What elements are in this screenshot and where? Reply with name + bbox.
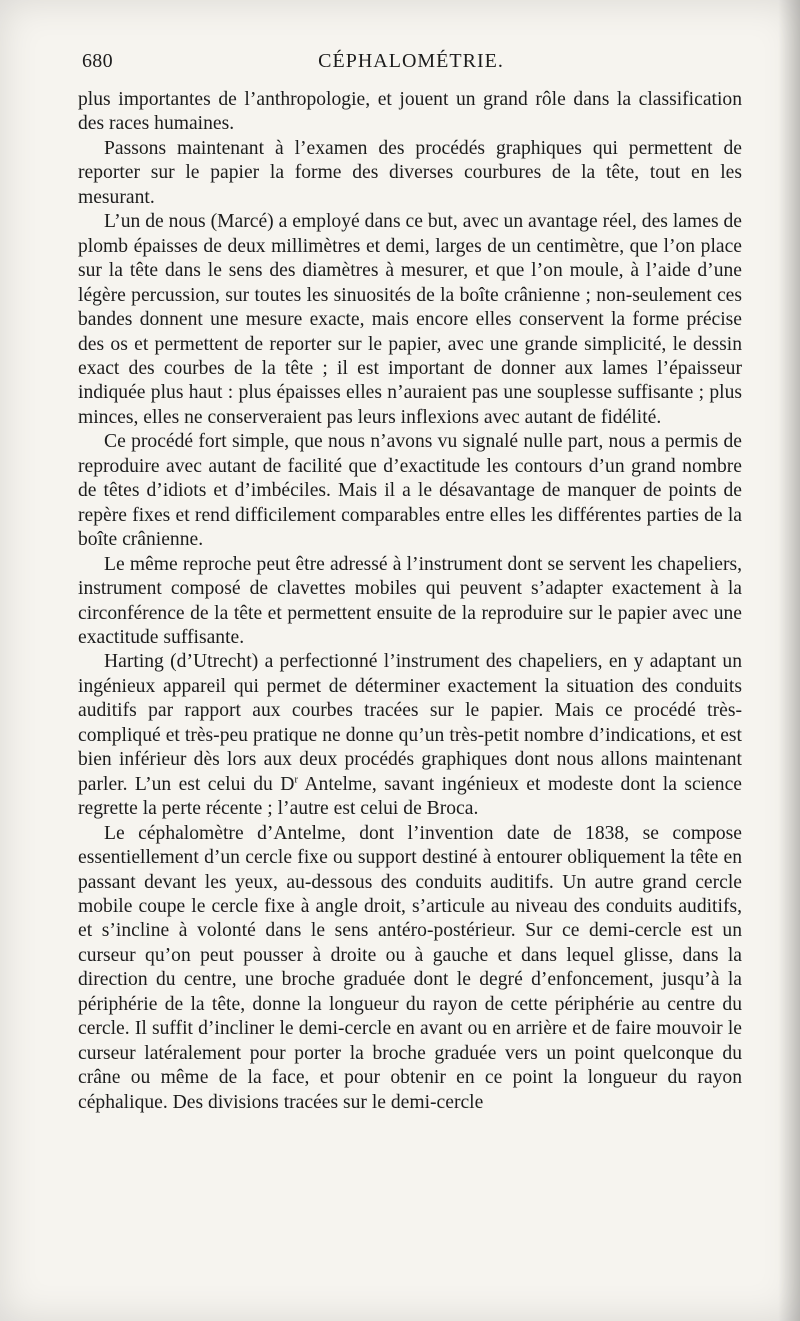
paragraph-2: Passons maintenant à l’examen des procédés graphiques qui permettent de reporter sur le papier la forme des diverses courbures de la tête, tout en les mesurant. (78, 137, 742, 208)
paragraph-4: Ce procédé fort simple, que nous n’avons vu signalé nulle part, nous a permis de reproduire avec autant de facilité que d’exactitude les contours d’un grand nombre de têtes d’idiots et d’imbéciles. Mais il a le désavantage de manquer de points de repère fixes et rend difficilement comparables entre elles les différentes parties de la boîte crânienne. (78, 431, 742, 551)
paragraph-6 (78, 650, 742, 821)
paragraph-6-part-2: Antelme, savant ingénieux et modeste dont la science regrette la perte récente ; l’autre est celui de Broca. (78, 773, 742, 820)
running-head (78, 50, 744, 80)
running-title: CÉPHALOMÉTRIE. (318, 50, 504, 72)
page-number: 680 (82, 50, 113, 72)
page-edge-shadow (778, 0, 800, 1321)
paragraph-5: Le même reproche peut être adressé à l’instrument dont se servent les chapeliers, instrument composé de clavettes mobiles qui peuvent s’adapter exactement à la circonférence de la tête et permettent ensuite de la reproduire sur le papier avec une exactitude suffisante. (78, 553, 742, 648)
paragraph-1: plus importantes de l’anthropologie, et jouent un grand rôle dans la classification des races humaines. (78, 89, 742, 135)
paragraph-6-part-1: Harting (d’Utrecht) a perfectionné l’instrument des chapeliers, en y adaptant un ingénieux appareil qui permet de déterminer exactement la situation des conduits auditifs par rapport aux courbes tracées sur le papier. Mais ce procédé très-compliqué et très-peu pratique ne donne qu’un très-petit nombre d’indications, et est bien inférieur dès lors aux deux procédés graphiques dont nous allons maintenant parler. L’un est celui du D (78, 651, 742, 795)
doctor-superscript: r (294, 773, 299, 786)
paragraph-3: L’un de nous (Marcé) a employé dans ce but, avec un avantage réel, des lames de plomb épaisses de deux millimètres et demi, larges de un centimètre, que l’on place sur la tête dans le sens des diamètres à mesurer, et que l’on moule, à l’aide d’une légère percussion, sur toutes les sinuosités de la boîte crânienne ; non-seulement ces bandes donnent une mesure exacte, mais encore elles conservent la forme précise des os et permettent de reporter sur le papier, avec une grande simplicité, le dessin exact des courbes de la tête ; il est important de donner aux lames l’épaisseur indiquée plus haut : plus épaisses elles n’auraient pas une souplesse suffisante ; plus minces, elles ne conserveraient pas leurs inflexions avec autant de fidélité. (78, 211, 742, 428)
body-text (78, 88, 742, 1115)
paragraph-7: Le céphalomètre d’Antelme, dont l’invention date de 1838, se compose essentiellement d’un cercle fixe ou support destiné à entourer obliquement la tête en passant devant les yeux, au-dessous des conduits auditifs. Un autre grand cercle mobile coupe le cercle fixe à angle droit, s’articule au niveau des conduits auditifs, et s’incline à volonté dans le sens antéro-postérieur. Sur ce demi-cercle est un curseur qu’on peut pousser à droite ou à gauche et dans lequel glisse, dans la direction du centre, une broche graduée dont le degré d’enfoncement, jusqu’à la périphérie de la tête, donne la longueur du rayon de cette périphérie au centre du cercle. Il suffit d’incliner le demi-cercle en avant ou en arrière et de faire mouvoir le curseur latéralement pour porter la broche graduée vers un point quelconque du crâne ou même de la face, et pour obtenir en ce point la longueur du rayon céphalique. Des divisions tracées sur le demi-cercle (78, 822, 742, 1113)
